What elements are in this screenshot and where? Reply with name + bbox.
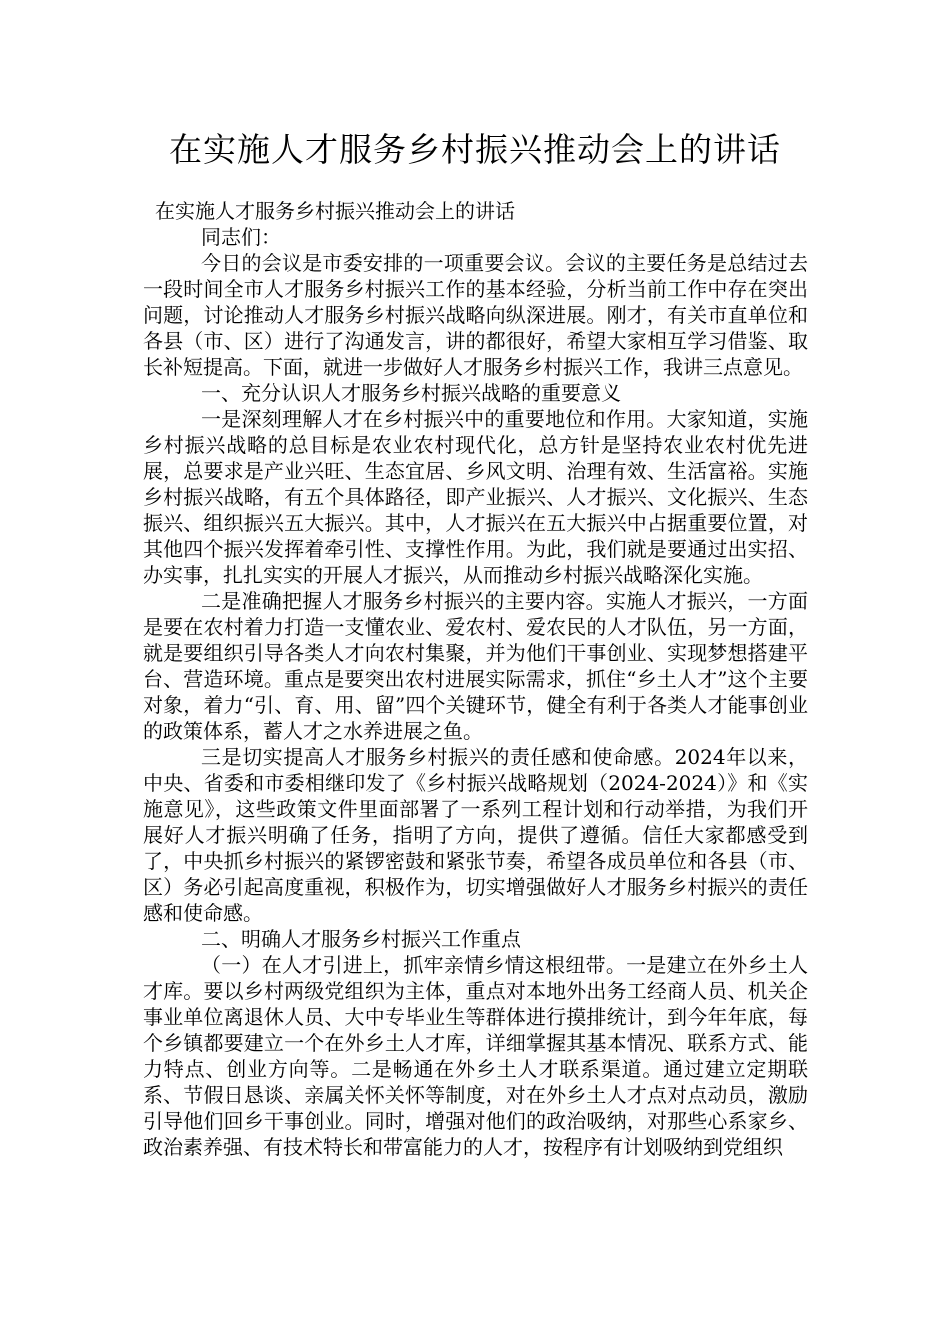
section-heading-2: 二、明确人才服务乡村振兴工作重点 [201,927,521,951]
body-paragraph: （一）在人才引进上，抓牢亲情乡情这根纽带。一是建立在外乡土人才库。要以乡村两级党组织为主体，重点对本地外出务工经商人员、机关企事业单位离退休人员、大中专毕业生等群体进行摸排统计，到今年年底，每个乡镇都要建立一个在外乡土人才库，详细掌握其基本情况、联系方式、能力特点、创业方向等。二是畅通在外乡土人才联系渠道。通过建立定期联系、节假日恳谈、亲属关怀关怀等制度，对在外乡土人才点对点动员，激励引导他们回乡干事创业。同时，增强对他们的政治吸纳，对那些心系家乡、政治素养强、有技术特长和带富能力的人才，按程序有计划吸纳到党组织 [143,953,808,1159]
intro-paragraph: 今日的会议是市委安排的一项重要会议。会议的主要任务是总结过去一段时间全市人才服务乡村振兴工作的基本经验，分析当前工作中存在突出问题，讨论推动人才服务乡村振兴战略向纵深进展。刚才，有关市直单位和各县（市、区）进行了沟通发言，讲的都很好，希望大家相互学习借鉴、取长补短提高。下面，就进一步做好人才服务乡村振兴工作，我讲三点意见。 [143,251,808,379]
body-paragraph: 二是准确把握人才服务乡村振兴的主要内容。实施人才振兴，一方面是要在农村着力打造一支懂农业、爱农村、爱农民的人才队伍，另一方面，就是要组织引导各类人才向农村集聚，并为他们干事创业、实现梦想搭建平台、营造环境。重点是要突出农村进展实际需求，抓住“乡土人才”这个主要对象，着力“引、育、用、留”四个关键环节，健全有利于各类人才能事创业的政策体系，蓄人才之水养进展之鱼。 [143,589,808,743]
body-paragraph: 一是深刻理解人才在乡村振兴中的重要地位和作用。大家知道，实施乡村振兴战略的总目标是农业农村现代化，总方针是坚持农业农村优先进展，总要求是产业兴旺、生态宜居、乡风文明、治理有效、生活富裕。实施乡村振兴战略，有五个具体路径，即产业振兴、人才振兴、文化振兴、生态振兴、组织振兴五大振兴。其中，人才振兴在五大振兴中占据重要位置，对其他四个振兴发挥着牵引性、支撑性作用。为此，我们就是要通过出实招、办实事，扎扎实实的开展人才振兴，从而推动乡村振兴战略深化实施。 [143,407,808,587]
subtitle-paragraph: 在实施人才服务乡村振兴推动会上的讲话 [155,199,515,223]
section-heading-1: 一、充分认识人才服务乡村振兴战略的重要意义 [201,381,621,405]
document-title: 在实施人才服务乡村振兴推动会上的讲话 [169,130,781,169]
document-body [143,198,808,1160]
body-paragraph: 三是切实提高人才服务乡村振兴的责任感和使命感。2024年以来，中央、省委和市委相继印发了《乡村振兴战略规划（2024-2024）》和《实施意见》，这些政策文件里面部署了一系列工程计划和行动举措，为我们开展好人才振兴明确了任务，指明了方向，提供了遵循。信任大家都感受到了，中央抓乡村振兴的紧锣密鼓和紧张节奏，希望各成员单位和各县（市、区）务必引起高度重视，积极作为，切实增强做好人才服务乡村振兴的责任感和使命感。 [143,745,808,925]
salutation-paragraph: 同志们： [201,225,281,249]
